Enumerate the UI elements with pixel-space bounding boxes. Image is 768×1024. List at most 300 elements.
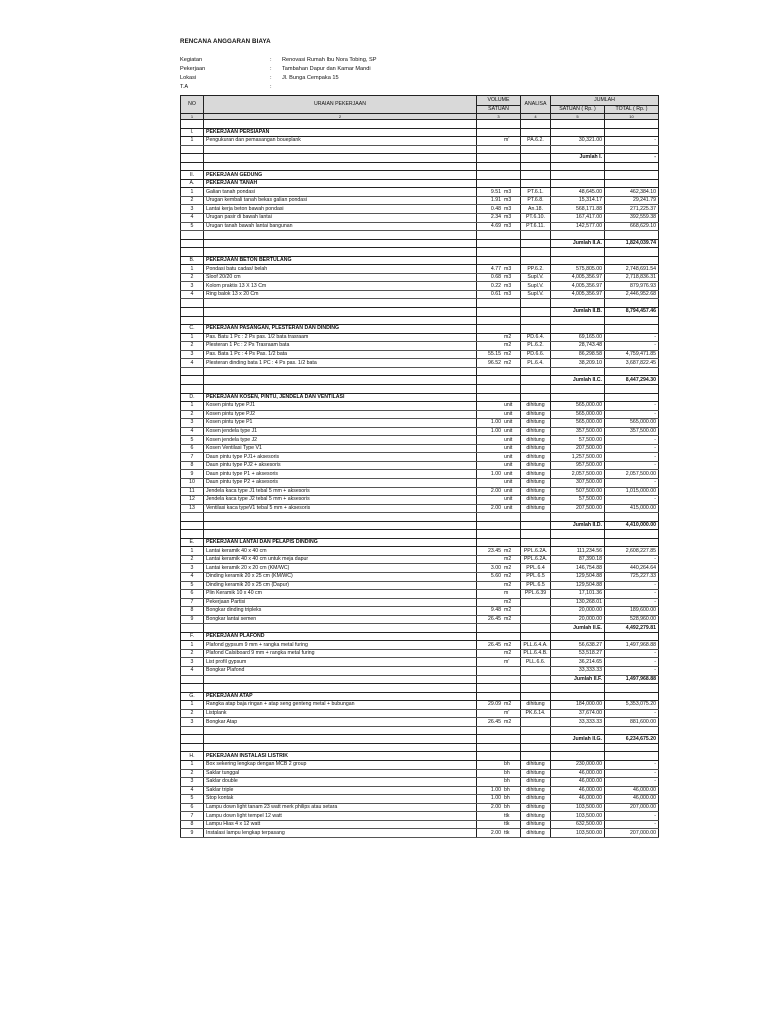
empty-cell bbox=[551, 171, 605, 180]
item-total: 725,227.33 bbox=[605, 572, 659, 581]
item-description: Urugan pasir di bawah lantai bbox=[204, 214, 477, 223]
item-description: Kolom praktis 13 X 13 Cm bbox=[204, 282, 477, 291]
empty-cell bbox=[477, 632, 521, 641]
item-unit-price: 46,000.00 bbox=[551, 795, 605, 804]
item-description: Kosen jendela type J2 bbox=[204, 436, 477, 445]
empty-cell bbox=[477, 521, 521, 530]
item-volume bbox=[477, 667, 521, 676]
empty-cell bbox=[521, 171, 551, 180]
volume-unit: bh bbox=[504, 804, 510, 811]
item-analisa: dihitung bbox=[521, 453, 551, 462]
item-number: 2 bbox=[181, 649, 204, 658]
empty-cell bbox=[477, 538, 521, 547]
table-row bbox=[181, 350, 659, 359]
volume-wrap bbox=[479, 556, 518, 563]
volume-unit: ttk bbox=[504, 812, 510, 819]
item-volume bbox=[477, 410, 521, 419]
item-description: Pas. Bata 1 Pc : 4 Ps Pas. 1/2 bata bbox=[204, 350, 477, 359]
item-description: Plesteran dinding bata 1 PC : 4 Ps pas. 1/2 bata bbox=[204, 359, 477, 368]
empty-cell bbox=[477, 179, 521, 188]
volume-unit: unit bbox=[504, 419, 513, 426]
volume-wrap bbox=[479, 437, 518, 444]
empty-cell bbox=[521, 726, 551, 735]
item-analisa: PPL.6.39 bbox=[521, 590, 551, 599]
volume-wrap bbox=[479, 428, 518, 435]
volume-wrap bbox=[479, 821, 518, 828]
section-row bbox=[181, 179, 659, 188]
item-volume bbox=[477, 265, 521, 274]
item-number: 2 bbox=[181, 555, 204, 564]
item-total: - bbox=[605, 598, 659, 607]
item-description: Pekerjaan Partisi bbox=[204, 598, 477, 607]
header-colnum: 3 bbox=[477, 114, 521, 120]
volume-unit: m2 bbox=[504, 547, 512, 554]
table-row bbox=[181, 641, 659, 650]
item-analisa: Supl.V. bbox=[521, 290, 551, 299]
table-row bbox=[181, 555, 659, 564]
item-total: 2,718,836.31 bbox=[605, 273, 659, 282]
item-total: - bbox=[605, 333, 659, 342]
item-unit-price: 4,005,356.97 bbox=[551, 290, 605, 299]
empty-cell bbox=[477, 145, 521, 154]
empty-cell bbox=[605, 179, 659, 188]
volume-wrap bbox=[479, 223, 518, 230]
volume-unit: m2 bbox=[504, 650, 512, 657]
item-unit-price: 57,500.00 bbox=[551, 496, 605, 505]
item-analisa: dihitung bbox=[521, 496, 551, 505]
item-number: 1 bbox=[181, 188, 204, 197]
table-row bbox=[181, 453, 659, 462]
item-volume bbox=[477, 649, 521, 658]
item-unit-price: 103,500.00 bbox=[551, 812, 605, 821]
item-description: Urugan tanah bawah lantai bangunan bbox=[204, 222, 477, 231]
header-total-rp: TOTAL ( Rp. ) bbox=[605, 106, 659, 114]
empty-cell bbox=[605, 743, 659, 752]
item-total: - bbox=[605, 769, 659, 778]
item-description: Lantai keramik 40 x 40 cm bbox=[204, 547, 477, 556]
item-total: 207,000.00 bbox=[605, 829, 659, 838]
item-analisa: dihitung bbox=[521, 487, 551, 496]
table-row bbox=[181, 137, 659, 146]
item-number: 2 bbox=[181, 196, 204, 205]
item-unit-price: 568,171.88 bbox=[551, 205, 605, 214]
item-unit-price: 565,000.00 bbox=[551, 419, 605, 428]
item-description: Bongkar lantai semen bbox=[204, 615, 477, 624]
info-sep: : bbox=[270, 65, 272, 72]
volume-unit: bh bbox=[504, 769, 510, 776]
volume-unit: m2 bbox=[504, 342, 512, 349]
volume-unit: m3 bbox=[504, 205, 512, 212]
item-description: Daun pintu type P1 + aksesoris bbox=[204, 470, 477, 479]
item-total: - bbox=[605, 820, 659, 829]
item-unit-price: 37,674.00 bbox=[551, 709, 605, 718]
spacer-row bbox=[181, 530, 659, 539]
item-volume bbox=[477, 461, 521, 470]
volume-unit: unit bbox=[504, 462, 513, 469]
empty-cell bbox=[477, 513, 521, 522]
volume-unit: m3 bbox=[504, 188, 512, 195]
item-unit-price: 56,638.27 bbox=[551, 641, 605, 650]
item-description: Listplank bbox=[204, 709, 477, 718]
spacer-row bbox=[181, 162, 659, 171]
volume-wrap bbox=[479, 496, 518, 503]
item-unit-price: 36,214.65 bbox=[551, 658, 605, 667]
empty-cell bbox=[477, 735, 521, 744]
item-total: - bbox=[605, 667, 659, 676]
subtotal-row bbox=[181, 735, 659, 744]
item-description: Kosen pintu type PJ2 bbox=[204, 410, 477, 419]
volume-unit: m2 bbox=[504, 556, 512, 563]
table-row bbox=[181, 496, 659, 505]
section-title: PEKERJAAN INSTALASI LISTRIK bbox=[204, 752, 477, 761]
volume-quantity: 1.00 bbox=[490, 470, 501, 477]
item-unit-price: 86,298.58 bbox=[551, 350, 605, 359]
empty-cell bbox=[204, 743, 477, 752]
item-total: 565,000.00 bbox=[605, 419, 659, 428]
volume-unit: unit bbox=[504, 496, 513, 503]
item-total: 271,225.37 bbox=[605, 205, 659, 214]
volume-wrap bbox=[479, 360, 518, 367]
table-row bbox=[181, 333, 659, 342]
item-number: 7 bbox=[181, 598, 204, 607]
item-total: - bbox=[605, 709, 659, 718]
item-number: 6 bbox=[181, 590, 204, 599]
item-unit-price: 230,000.00 bbox=[551, 761, 605, 770]
item-analisa: PLL.6.4.A. bbox=[521, 641, 551, 650]
empty-cell bbox=[204, 162, 477, 171]
item-number: 1 bbox=[181, 333, 204, 342]
empty-cell bbox=[181, 154, 204, 163]
empty-cell bbox=[605, 316, 659, 325]
item-number: 4 bbox=[181, 572, 204, 581]
volume-unit: m2 bbox=[504, 718, 512, 725]
empty-cell bbox=[521, 675, 551, 684]
item-description: Bongkar Atap bbox=[204, 718, 477, 727]
item-unit-price: 48,645.00 bbox=[551, 188, 605, 197]
empty-cell bbox=[181, 308, 204, 317]
empty-cell bbox=[477, 231, 521, 240]
empty-cell bbox=[521, 308, 551, 317]
item-analisa: PD.6.6. bbox=[521, 350, 551, 359]
item-number: 3 bbox=[181, 205, 204, 214]
item-number: 9 bbox=[181, 615, 204, 624]
item-analisa: dihitung bbox=[521, 829, 551, 838]
info-value: Jl. Bunga Cempaka 15 bbox=[282, 74, 339, 81]
empty-cell bbox=[605, 299, 659, 308]
item-unit-price: 957,500.00 bbox=[551, 461, 605, 470]
section-number: D. bbox=[181, 393, 204, 402]
item-analisa: PT.6.11. bbox=[521, 222, 551, 231]
item-number: 2 bbox=[181, 342, 204, 351]
empty-cell bbox=[204, 384, 477, 393]
empty-cell bbox=[551, 299, 605, 308]
spacer-row bbox=[181, 299, 659, 308]
table-row bbox=[181, 769, 659, 778]
item-volume bbox=[477, 555, 521, 564]
volume-unit: m2 bbox=[504, 573, 512, 580]
item-volume bbox=[477, 829, 521, 838]
item-total: - bbox=[605, 402, 659, 411]
item-volume bbox=[477, 487, 521, 496]
volume-wrap bbox=[479, 795, 518, 802]
item-unit-price: 87,390.18 bbox=[551, 555, 605, 564]
empty-cell bbox=[204, 521, 477, 530]
volume-quantity: 0.22 bbox=[490, 282, 501, 289]
table-row bbox=[181, 598, 659, 607]
empty-cell bbox=[477, 299, 521, 308]
item-volume bbox=[477, 564, 521, 573]
item-unit-price: 4,005,356.97 bbox=[551, 282, 605, 291]
item-number: 1 bbox=[181, 641, 204, 650]
item-number: 8 bbox=[181, 607, 204, 616]
item-analisa: dihitung bbox=[521, 778, 551, 787]
empty-cell bbox=[551, 145, 605, 154]
item-number: 6 bbox=[181, 444, 204, 453]
empty-cell bbox=[181, 675, 204, 684]
item-description: Ring balok 13 x 20 Cm bbox=[204, 290, 477, 299]
item-unit-price: 130,268.01 bbox=[551, 598, 605, 607]
table-row bbox=[181, 812, 659, 821]
table-row bbox=[181, 282, 659, 291]
table-row bbox=[181, 444, 659, 453]
item-volume bbox=[477, 290, 521, 299]
section-title: PEKERJAAN ATAP bbox=[204, 692, 477, 701]
volume-wrap bbox=[479, 830, 518, 837]
empty-cell bbox=[605, 726, 659, 735]
volume-wrap bbox=[479, 761, 518, 768]
item-number: 3 bbox=[181, 718, 204, 727]
item-analisa: dihitung bbox=[521, 701, 551, 710]
info-sep: : bbox=[270, 74, 272, 81]
volume-wrap bbox=[479, 616, 518, 623]
empty-cell bbox=[181, 231, 204, 240]
empty-cell bbox=[477, 239, 521, 248]
empty-cell bbox=[521, 530, 551, 539]
volume-quantity: 2.00 bbox=[490, 487, 501, 494]
item-description: Bongkar Plafond bbox=[204, 667, 477, 676]
item-analisa: dihitung bbox=[521, 402, 551, 411]
empty-cell bbox=[521, 145, 551, 154]
item-analisa: dihitung bbox=[521, 786, 551, 795]
item-description: Saklar double bbox=[204, 778, 477, 787]
empty-cell bbox=[521, 743, 551, 752]
volume-wrap bbox=[479, 266, 518, 273]
item-analisa: PP.6.2. bbox=[521, 265, 551, 274]
volume-wrap bbox=[479, 462, 518, 469]
volume-unit: m3 bbox=[504, 222, 512, 229]
item-total: - bbox=[605, 453, 659, 462]
empty-cell bbox=[551, 120, 605, 129]
item-total: 5,353,075.20 bbox=[605, 701, 659, 710]
volume-unit: m3 bbox=[504, 197, 512, 204]
empty-cell bbox=[605, 256, 659, 265]
item-total: - bbox=[605, 812, 659, 821]
item-description: List profil gypsum bbox=[204, 658, 477, 667]
section-row bbox=[181, 171, 659, 180]
item-unit-price: 307,500.00 bbox=[551, 478, 605, 487]
empty-cell bbox=[181, 743, 204, 752]
empty-cell bbox=[605, 384, 659, 393]
item-analisa: PLL.6.6. bbox=[521, 658, 551, 667]
volume-wrap bbox=[479, 719, 518, 726]
item-volume bbox=[477, 786, 521, 795]
volume-wrap bbox=[479, 710, 518, 717]
item-total: - bbox=[605, 478, 659, 487]
table-row bbox=[181, 290, 659, 299]
table-row bbox=[181, 701, 659, 710]
item-description: Jendela kaca type J1 tebal 5 mm + aksesoris bbox=[204, 487, 477, 496]
volume-unit: m3 bbox=[504, 265, 512, 272]
empty-cell bbox=[181, 145, 204, 154]
item-description: Lampu down light tanam 23 watt merk philips atau setara bbox=[204, 803, 477, 812]
empty-cell bbox=[477, 692, 521, 701]
item-analisa: dihitung bbox=[521, 812, 551, 821]
volume-unit: bh bbox=[504, 786, 510, 793]
item-unit-price: 207,500.00 bbox=[551, 444, 605, 453]
volume-wrap bbox=[479, 214, 518, 221]
item-total: 462,384.10 bbox=[605, 188, 659, 197]
volume-wrap bbox=[479, 565, 518, 572]
empty-cell bbox=[181, 376, 204, 385]
volume-quantity: 29.09 bbox=[488, 701, 501, 708]
header-volume: VOLUME bbox=[477, 96, 521, 106]
item-description: Saklar triple bbox=[204, 786, 477, 795]
volume-wrap bbox=[479, 445, 518, 452]
item-analisa: dihitung bbox=[521, 504, 551, 513]
item-analisa: dihitung bbox=[521, 803, 551, 812]
empty-cell bbox=[204, 120, 477, 129]
empty-cell bbox=[477, 726, 521, 735]
empty-cell bbox=[181, 521, 204, 530]
section-number: E. bbox=[181, 538, 204, 547]
item-analisa: PL.6.4. bbox=[521, 359, 551, 368]
section-row bbox=[181, 538, 659, 547]
empty-cell bbox=[204, 308, 477, 317]
volume-wrap bbox=[479, 189, 518, 196]
document-title: RENCANA ANGGARAN BIAYA bbox=[180, 38, 271, 45]
item-description: Lantai keramik 20 x 20 cm (KM/WC) bbox=[204, 564, 477, 573]
volume-quantity: 9.51 bbox=[490, 188, 501, 195]
item-volume bbox=[477, 427, 521, 436]
item-total: 2,446,952.68 bbox=[605, 290, 659, 299]
item-analisa: dihitung bbox=[521, 419, 551, 428]
empty-cell bbox=[477, 256, 521, 265]
item-analisa: PPL.6.4 bbox=[521, 564, 551, 573]
table-row bbox=[181, 649, 659, 658]
volume-wrap bbox=[479, 206, 518, 213]
empty-cell bbox=[181, 684, 204, 693]
item-number: 4 bbox=[181, 359, 204, 368]
empty-cell bbox=[605, 231, 659, 240]
empty-cell bbox=[477, 154, 521, 163]
header-analisa: ANALISA bbox=[521, 96, 551, 114]
item-description: Stop kontak bbox=[204, 795, 477, 804]
item-volume bbox=[477, 701, 521, 710]
spacer-row bbox=[181, 231, 659, 240]
item-unit-price: 4,005,356.97 bbox=[551, 273, 605, 282]
empty-cell bbox=[477, 743, 521, 752]
subtotal-label: Jumlah II.G. bbox=[551, 735, 605, 744]
table-row bbox=[181, 615, 659, 624]
section-number: C. bbox=[181, 325, 204, 334]
item-description: Daun pintu type PJ2 + aksesoris bbox=[204, 461, 477, 470]
item-total: 46,000.00 bbox=[605, 786, 659, 795]
item-description: Lantai keramik 40 x 40 cm untuk meja dapur bbox=[204, 555, 477, 564]
header-colnum: 2 bbox=[204, 114, 477, 120]
subtotal-value: - bbox=[605, 154, 659, 163]
volume-unit: m2 bbox=[504, 641, 512, 648]
section-number: I. bbox=[181, 128, 204, 137]
empty-cell bbox=[605, 684, 659, 693]
item-total: 392,559.38 bbox=[605, 214, 659, 223]
item-volume bbox=[477, 188, 521, 197]
header-uraian: URAIAN PEKERJAAN bbox=[204, 96, 477, 114]
info-value: Tambahan Dapur dan Kamar Mandi bbox=[282, 65, 371, 72]
empty-cell bbox=[477, 530, 521, 539]
item-unit-price: 17,101.36 bbox=[551, 590, 605, 599]
item-description: Pondasi batu cadas/ belah bbox=[204, 265, 477, 274]
volume-wrap bbox=[479, 274, 518, 281]
empty-cell bbox=[521, 684, 551, 693]
item-number: 1 bbox=[181, 265, 204, 274]
item-unit-price: 57,500.00 bbox=[551, 436, 605, 445]
volume-unit: m3 bbox=[504, 214, 512, 221]
empty-cell bbox=[521, 299, 551, 308]
table-row bbox=[181, 342, 659, 351]
volume-wrap bbox=[479, 283, 518, 290]
table-row bbox=[181, 402, 659, 411]
item-volume bbox=[477, 419, 521, 428]
empty-cell bbox=[181, 162, 204, 171]
item-number: 1 bbox=[181, 547, 204, 556]
volume-quantity: 9.48 bbox=[490, 607, 501, 614]
empty-cell bbox=[204, 376, 477, 385]
subtotal-label: Jumlah I. bbox=[551, 154, 605, 163]
spacer-row bbox=[181, 316, 659, 325]
subtotal-value: 1,497,968.88 bbox=[605, 675, 659, 684]
empty-cell bbox=[605, 530, 659, 539]
section-title: PEKERJAAN TANAH bbox=[204, 179, 477, 188]
volume-quantity: 2.34 bbox=[490, 214, 501, 221]
item-analisa bbox=[521, 667, 551, 676]
table-row bbox=[181, 803, 659, 812]
spacer-row bbox=[181, 145, 659, 154]
empty-cell bbox=[551, 256, 605, 265]
empty-cell bbox=[521, 231, 551, 240]
header-satuan: SATUAN bbox=[477, 106, 521, 114]
empty-cell bbox=[204, 316, 477, 325]
item-number: 8 bbox=[181, 461, 204, 470]
item-number: 4 bbox=[181, 786, 204, 795]
empty-cell bbox=[551, 316, 605, 325]
item-volume bbox=[477, 342, 521, 351]
item-number: 11 bbox=[181, 487, 204, 496]
item-number: 2 bbox=[181, 273, 204, 282]
item-number: 2 bbox=[181, 769, 204, 778]
item-description: Galian tanah pondasi bbox=[204, 188, 477, 197]
item-volume bbox=[477, 820, 521, 829]
item-number: 5 bbox=[181, 222, 204, 231]
item-unit-price: 184,000.00 bbox=[551, 701, 605, 710]
empty-cell bbox=[521, 256, 551, 265]
item-volume bbox=[477, 350, 521, 359]
item-volume bbox=[477, 547, 521, 556]
volume-wrap bbox=[479, 488, 518, 495]
empty-cell bbox=[181, 530, 204, 539]
subtotal-label: Jumlah II.B. bbox=[551, 308, 605, 317]
empty-cell bbox=[605, 752, 659, 761]
empty-cell bbox=[477, 376, 521, 385]
